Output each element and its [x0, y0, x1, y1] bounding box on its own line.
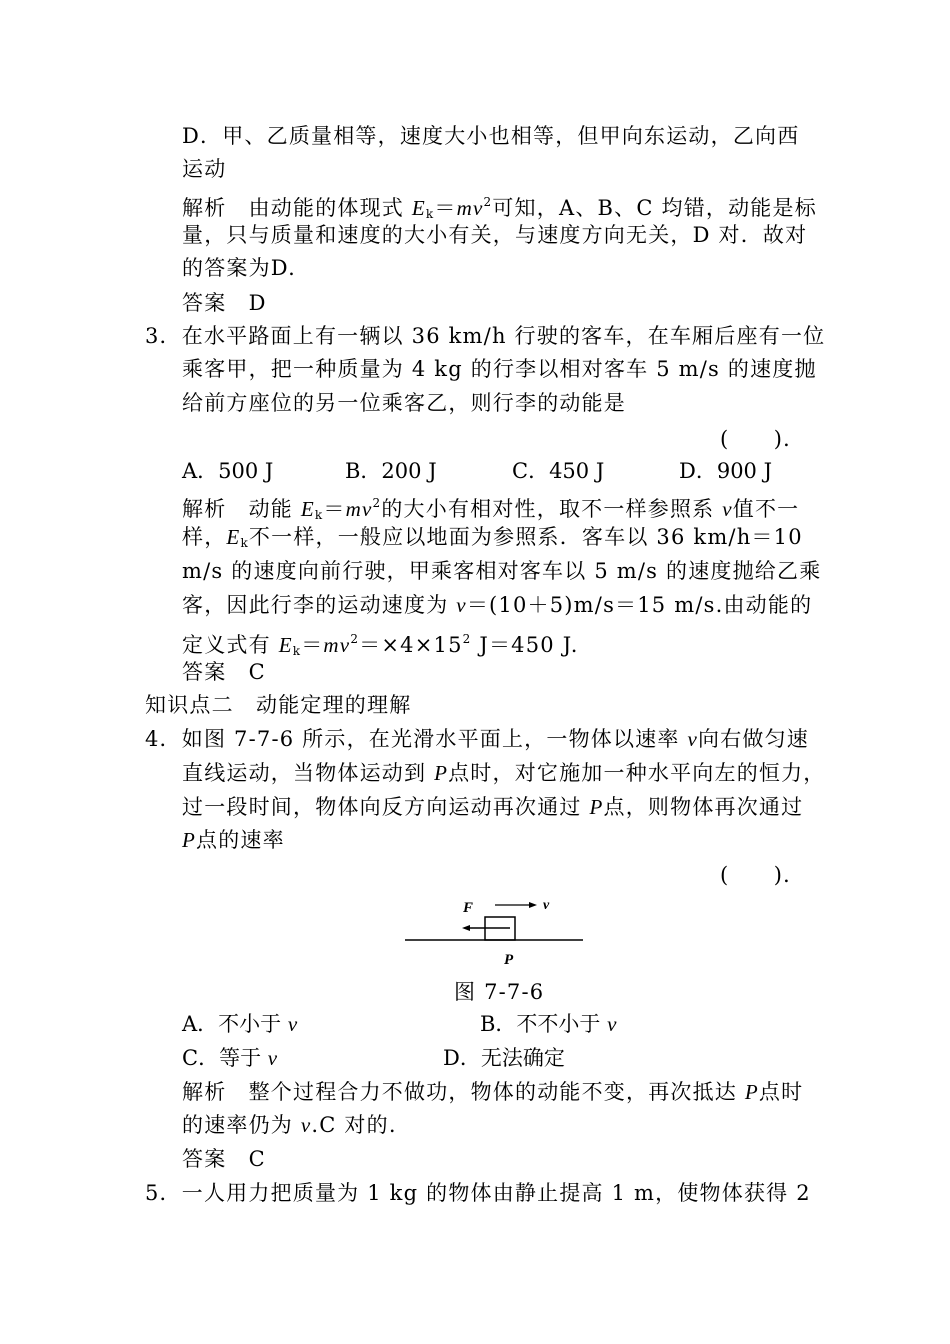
q3-stem-line1: 3．在水平路面上有一辆以 36 km/h 行驶的客车，在车厢后座有一位 — [145, 324, 826, 348]
q4-stem-line4: P点的速率 — [182, 828, 285, 852]
analysis-label: 解析 — [182, 196, 227, 220]
q3-analysis-line3: m/s 的速度向前行驶，甲乘客相对客车以 5 m/s 的速度抛给乙乘 — [182, 559, 822, 583]
q2-analysis-line3: 的答案为D. — [182, 256, 296, 280]
q3-answer-blank: ( )． — [720, 427, 806, 451]
q3-analysis-line2: 样，$E_k$不一样，一般应以地面为参照系．客车以 36 km/h＝10 — [182, 525, 803, 550]
force-arrowhead — [462, 925, 470, 931]
q3-option-b: B．200 J — [345, 459, 437, 483]
q4-stem-line3: 过一段时间，物体向反方向运动再次通过 P点，则物体再次通过 — [182, 795, 804, 819]
q5-stem-line1: 5．一人用力把质量为 1 kg 的物体由静止提高 1 m，使物体获得 2 — [145, 1181, 811, 1205]
q4-option-d: D．无法确定 — [443, 1046, 565, 1070]
figure-caption: 图 7-7-6 — [454, 980, 545, 1004]
q4-analysis-line1: 解析 整个过程合力不做功，物体的动能不变，再次抵达 P点时 — [182, 1080, 804, 1104]
q4-option-c: C．等于 v — [182, 1046, 278, 1070]
q3-option-a: A．500 J — [182, 459, 274, 483]
answer-label: 答案 — [182, 291, 227, 315]
q2-option-d-line2: 运动 — [182, 157, 227, 181]
q4-answer-blank: ( )． — [720, 863, 806, 887]
label-P: P — [504, 952, 514, 968]
q3-analysis-line5: 定义式有 $E_k=mv^2=\times 4\times 15^2$ J＝450 J. — [182, 632, 579, 658]
q4-stem-line2: 直线运动，当物体运动到 P点时，对它施加一种水平向左的恒力， — [182, 761, 826, 785]
q3-stem-line2: 乘客甲，把一种质量为 4 kg 的行李以相对客车 5 m/s 的速度抛 — [182, 357, 817, 381]
q2-answer — [182, 288, 267, 318]
label-F: F — [463, 900, 474, 916]
figure-7-7-6 — [400, 890, 590, 970]
q4-stem-line1: 4．如图 7-7-6 所示，在光滑水平面上，一物体以速率 v向右做匀速 — [145, 727, 809, 751]
q3-analysis-line4: 客，因此行李的运动速度为 v＝(10＋5)m/s＝15 m/s.由动能的 — [182, 593, 813, 617]
q4-answer: 答案 C — [182, 1147, 266, 1171]
q4-analysis-line2: 的速率仍为 v.C 对的. — [182, 1113, 397, 1137]
q3-answer: 答案 C — [182, 660, 266, 684]
q2-analysis-line1: 解析 由动能的体现式 $E_k=mv^2$可知，A、B、C 均错，动能是标 — [182, 195, 817, 221]
q4-option-b: B．不不小于 v — [480, 1012, 617, 1036]
section-title: 知识点二 动能定理的理解 — [145, 693, 412, 717]
q2-option-d-line1: D．甲、乙质量相等，速度大小也相等，但甲向东运动，乙向西 — [182, 124, 800, 148]
velocity-arrowhead — [529, 902, 537, 908]
q3-stem-line3: 给前方座位的另一位乘客乙，则行李的动能是 — [182, 391, 626, 415]
q3-option-c: C．450 J — [512, 459, 605, 483]
q4-option-a: A．不小于 v — [182, 1012, 298, 1036]
q2-analysis-line2: 量，只与质量和速度的大小有关，与速度方向无关，D 对．故对 — [182, 223, 808, 247]
answer-value: D — [248, 291, 267, 315]
label-v: v — [543, 898, 550, 913]
q3-option-d: D．900 J — [679, 459, 773, 483]
q3-analysis-line1: 解析 动能 $E_k=mv^2$的大小有相对性，取不一样参照系 v值不一 — [182, 496, 800, 522]
